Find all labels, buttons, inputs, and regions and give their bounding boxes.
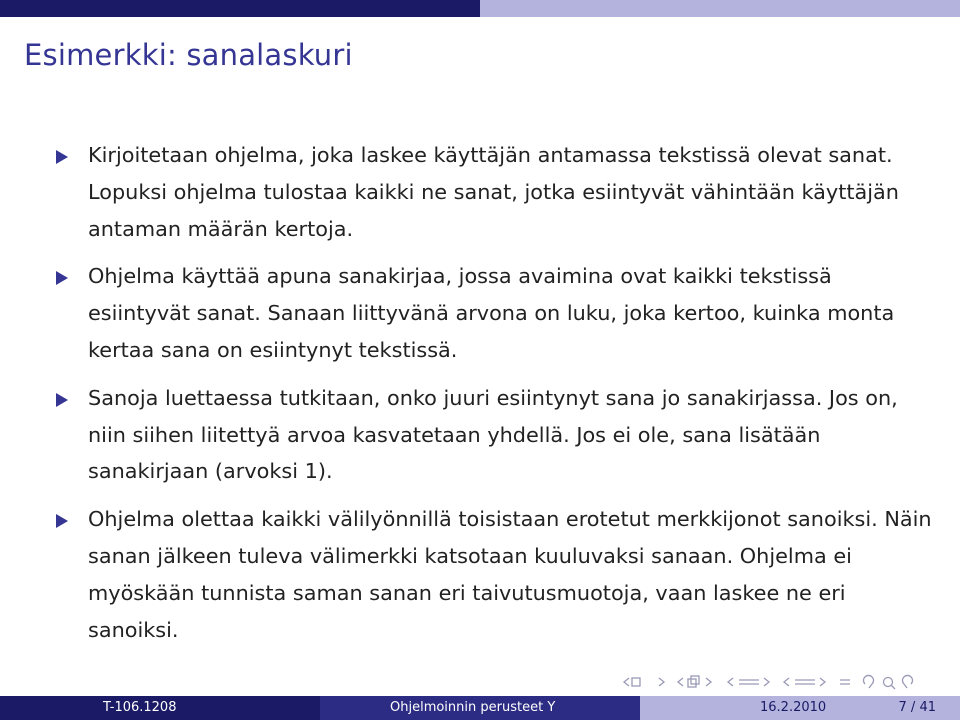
document-icon[interactable]: [782, 675, 828, 689]
footer-course-name: Ohjelmoinnin perusteet Y: [320, 696, 640, 720]
bullet-text: Sanoja luettaessa tutkitaan, onko juuri esiintynyt sana jo sanakirjassa. Jos on, niin siihen liitettyä arvoa kasvatetaan yhdellä. Jos ei ole, sana lisätään sanakirjaan (arvoksi 1).: [88, 385, 898, 484]
footer-page-number: 7 / 41: [898, 700, 936, 715]
bullet-text: Kirjoitetaan ohjelma, joka laskee käyttäjän antamassa tekstissä olevat sanat. Lopuksi ohjelma tulostaa kaikki ne sanat, jotka esiintyvät vähintään käyttäjän antaman määrän kertoja.: [88, 143, 899, 241]
footer-course-code: T-106.1208: [0, 696, 320, 720]
prev-frame-icon[interactable]: [622, 675, 646, 689]
section-icon[interactable]: [726, 675, 772, 689]
bullet-item: [56, 137, 936, 247]
navigation-symbols: [622, 672, 956, 692]
align-icon[interactable]: [838, 675, 852, 689]
search-icon[interactable]: [862, 674, 914, 690]
bullet-text: Ohjelma olettaa kaikki välilyönnillä toisistaan erotetut merkkijonot sanoiksi. Näin sanan jälkeen tuleva välimerkki katsotaan kuuluvaksi sanaan. Ohjelma ei myöskään tunnista saman sanan eri taivutusmuotoja, vaan laskee ne eri sanoiksi.: [88, 507, 932, 642]
bullet-list: [56, 137, 936, 659]
footer-bar: [0, 696, 960, 720]
bullet-triangle-icon: [56, 514, 68, 528]
subsection-icon[interactable]: [676, 675, 716, 689]
slide-title: Esimerkki: sanalaskuri: [24, 38, 353, 72]
bullet-triangle-icon: [56, 150, 68, 164]
header-bar: [0, 0, 960, 17]
footer-date: 16.2.2010: [760, 700, 827, 715]
bullet-triangle-icon: [56, 393, 68, 407]
next-frame-icon[interactable]: [656, 675, 666, 689]
footer-date-page: [640, 696, 960, 720]
bullet-item: [56, 501, 936, 648]
bullet-triangle-icon: [56, 271, 68, 285]
bullet-text: Ohjelma käyttää apuna sanakirjaa, jossa avaimina ovat kaikki tekstissä esiintyvät sanat. Sanaan liittyvänä arvona on luku, joka kertoo, kuinka monta kertaa sana on esiintynyt tekstissä.: [88, 264, 895, 362]
header-bar-left: [0, 0, 480, 17]
bullet-item: [56, 380, 936, 490]
header-bar-right: [480, 0, 960, 17]
bullet-item: [56, 258, 936, 368]
